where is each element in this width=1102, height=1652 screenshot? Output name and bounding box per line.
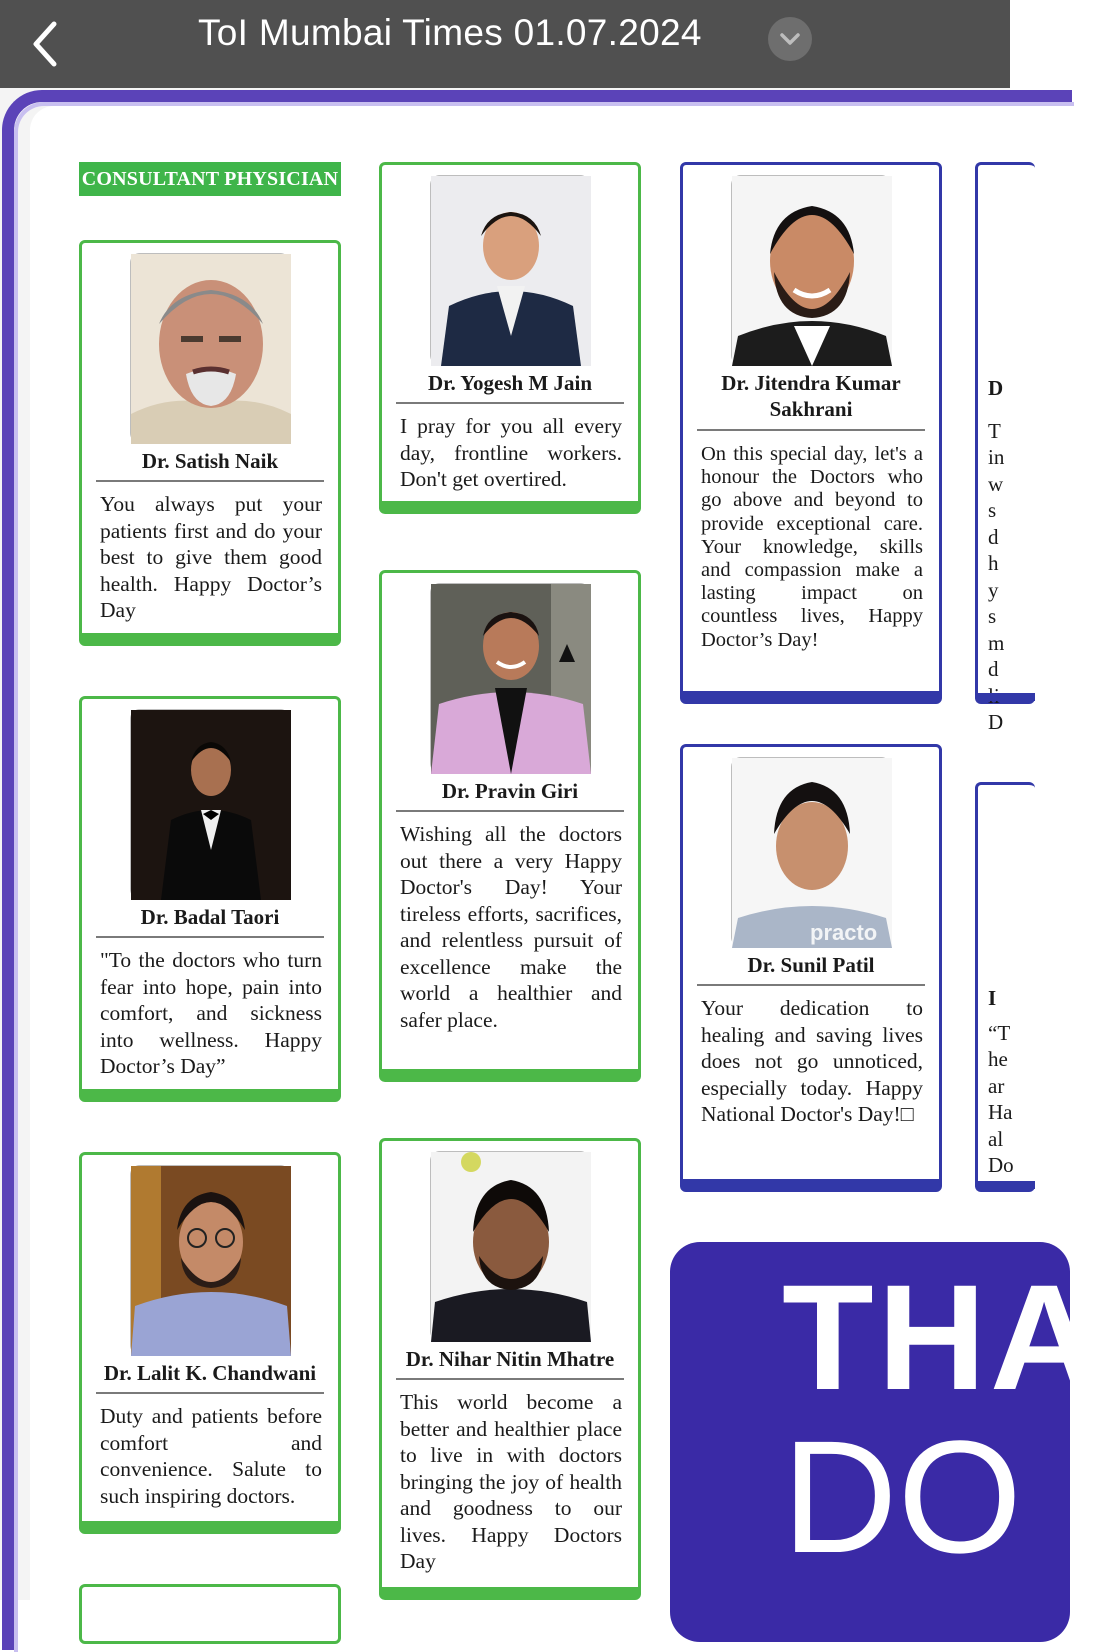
title-dropdown-button[interactable] <box>768 17 812 61</box>
doctor-name: Dr. Jitendra Kumar Sakhrani <box>721 371 901 421</box>
doctor-message: You always put your patients first and do your best to give them good health. Happy Doctor’s Day <box>100 492 322 622</box>
doctor-message: On this special day, let's a honour the Doctors who go above and beyond to provide exceptional care. Your knowledge, skills and compassion make a lasting impact on countless lives, Happy Doctor’s Day! <box>701 443 923 651</box>
doctor-message: "To the doctors who turn fear into hope, pain into comfort, and sickness into wellness. Happy Doctor’s Day” <box>100 948 322 1078</box>
divider <box>697 984 925 986</box>
thank-you-doctors-banner <box>670 1242 1102 1642</box>
doctor-photo <box>130 709 290 899</box>
card-bottom-bar <box>382 1069 638 1079</box>
doctor-card <box>379 570 641 1082</box>
back-button[interactable] <box>18 14 78 74</box>
banner-line-1: THA <box>782 1253 1102 1421</box>
doctor-photo <box>731 757 891 947</box>
doctor-card-partial <box>79 1584 341 1644</box>
doctor-photo <box>130 253 290 443</box>
doctor-message: Wishing all the doctors out there a very Happy Doctor's Day! Your tireless efforts, sacrifices, and relentless pursuit of excellence make the world a healthier and safer place. <box>400 822 622 1032</box>
doctor-card <box>79 240 341 646</box>
doctor-card <box>79 696 341 1102</box>
doctor-message: This world become a better and healthier place to live in with doctors bringing the joy of health and goodness to our lives. Happy Doctors Day <box>400 1390 622 1573</box>
photo-watermark: practo <box>810 920 878 945</box>
doctor-message: I pray for you all every day, frontline workers. Don't get overtired. <box>400 414 622 491</box>
doctor-photo <box>430 175 590 365</box>
doctor-card <box>680 744 942 1192</box>
doctor-name: Dr. Nihar Nitin Mhatre <box>405 1347 615 1371</box>
doctor-card <box>79 1152 341 1534</box>
card-bottom-bar <box>683 691 939 701</box>
section-label: CONSULTANT PHYSICIAN <box>79 162 341 196</box>
chevron-down-icon <box>768 17 812 61</box>
doctor-photo <box>430 1151 590 1341</box>
doctor-card <box>379 1138 641 1600</box>
divider <box>697 429 925 431</box>
card-bottom-bar <box>82 1089 338 1099</box>
doctor-card <box>379 162 641 514</box>
doctor-card <box>680 162 942 704</box>
card-bottom-bar <box>82 1521 338 1531</box>
cut-off-text: D T in w s d h y s m d D <box>988 376 1005 734</box>
doctor-message: Duty and patients before comfort and convenience. Salute to such inspiring doctors. <box>100 1404 322 1508</box>
chevron-left-icon <box>18 14 78 74</box>
document-title: ToI Mumbai Times 01.07.2024 <box>198 12 702 53</box>
cut-off-card <box>975 782 1035 1192</box>
divider <box>396 402 624 404</box>
card-bottom-bar <box>382 1587 638 1597</box>
doctor-name: Dr. Yogesh M Jain <box>427 371 593 395</box>
divider <box>396 810 624 812</box>
cut-off-card <box>975 162 1035 734</box>
doctor-name: Dr. Lalit K. Chandwani <box>103 1361 317 1385</box>
divider <box>96 936 324 938</box>
card-bottom-bar <box>82 633 338 643</box>
card-bottom-bar <box>683 1179 939 1189</box>
divider <box>96 480 324 482</box>
divider <box>396 1378 624 1380</box>
doctor-name: Dr. Badal Taori <box>140 905 280 929</box>
doctor-photo <box>430 583 590 773</box>
doctor-photo <box>130 1165 290 1355</box>
doctor-name: Dr. Sunil Patil <box>747 953 875 977</box>
doctor-name: Dr. Satish Naik <box>141 449 279 473</box>
banner-line-2: DO <box>782 1407 1022 1586</box>
doctor-name: Dr. Pravin Giri <box>441 779 579 803</box>
divider <box>96 1392 324 1394</box>
card-bottom-bar <box>382 501 638 511</box>
cut-off-text: I “T he ar Ha al Do <box>988 986 1014 1177</box>
doctor-photo <box>731 175 891 365</box>
doctor-message: Your dedication to healing and saving lives does not go unnoticed, especially today. Happy National Doctor's Day!□ <box>701 996 923 1126</box>
top-app-bar <box>0 0 1010 88</box>
